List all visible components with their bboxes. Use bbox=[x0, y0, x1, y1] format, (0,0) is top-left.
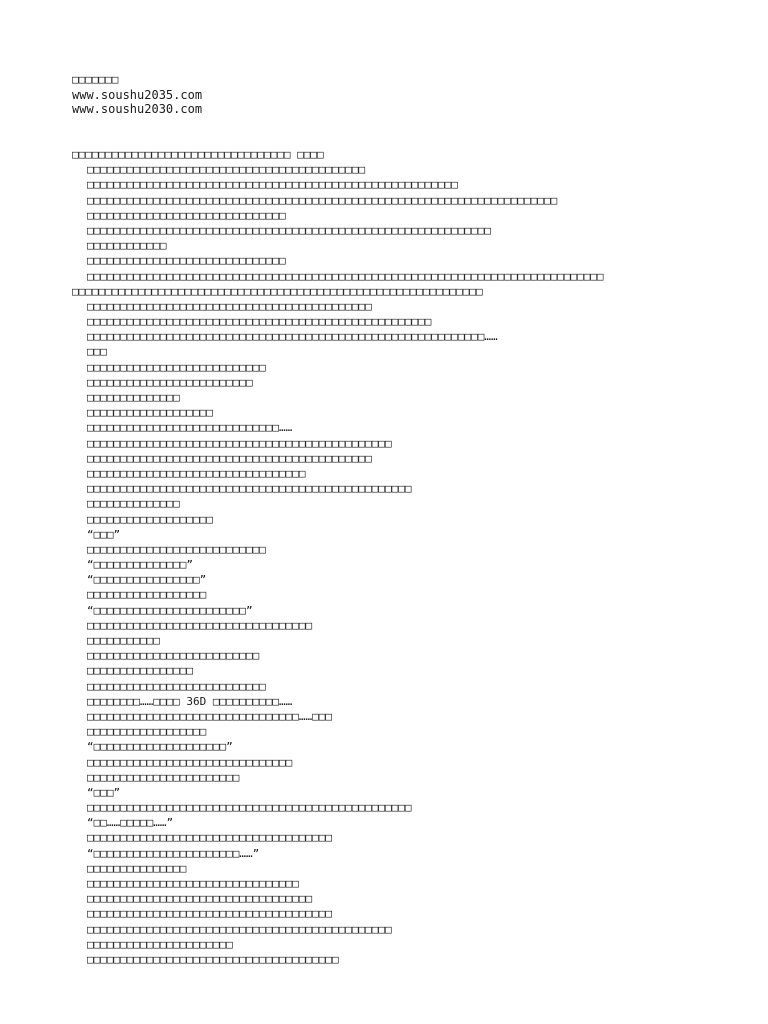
paragraph-line: □□□□□□□□□□□□□□□□□□□□□□□□□□□□□□□□□□□□□□□□□□□□□□ bbox=[87, 922, 392, 936]
paragraph-line: □□□□□□□□□□□□□□□□□□□□□□□□□□□□□□□□□□□□□□□□□□□□□□□□□□□□□□□□□□□□…… bbox=[87, 330, 498, 344]
paragraph-line: □□□□□□□□□□□□□□□□□□□□□□□□□□□□□□□□□□□□□□ bbox=[87, 952, 339, 966]
paragraph-line: □□□□□□□□□□□□□□□□□□□□□□□□□□□□□□ bbox=[87, 254, 286, 268]
paragraph-line: □□□□□□□□□□□□ bbox=[87, 239, 167, 253]
paragraph-line: “□□□□□□□□□□□□□□□□” bbox=[87, 573, 207, 587]
paragraph-line: □□□□□□□□□□□□□□□□□□□□□□□□□□□□□□□□□□□□□□□□□□□□□□□□□ bbox=[87, 801, 412, 815]
paragraph-line: □□□□□□□□□□□□□□□□□□□□□□□□□□□□□□□□□□□□□□□□□□□□□□□□□ bbox=[87, 482, 412, 496]
paragraph-line: □□□□□□□□□□□□□□□□□□ bbox=[87, 725, 207, 739]
paragraph-line: □□□□□□□□□□□□□□□□□□□□□□□□□□□□□□□□□□□□□□□□□□□□□□□□□□□□□□□□□□□□□□□□□□□□□□□ bbox=[87, 193, 558, 207]
paragraph-line: “□□□□□□□□□□□□□□□□□□□□□□□” bbox=[87, 603, 253, 617]
paragraph-line: □□□□□□□□□□□□□□□□□□□□□□□□□□□□□□□□□□□□□□□□□□□□□□□□□□□□□□□□ bbox=[87, 178, 458, 192]
paragraph-line: □□□□□□□□□□□□□□□□□□□□□□□□□□□□□□□□□□□□□ bbox=[87, 907, 333, 921]
paragraph-line: “□□□□□□□□□□□□□□” bbox=[87, 558, 193, 572]
paragraph-line: □□□□□□□□□□□□□□□□□□□□□□□□□□□□□□□ bbox=[87, 755, 293, 769]
paragraph-line: □□□□□□□□□□□□□□□ bbox=[87, 861, 187, 875]
paragraph-line: □□□□□□□□□□□□□□□□□□□□□□□□□□□□□□□□□□□□□□□□□□□ bbox=[87, 299, 372, 313]
paragraph-line: □□□□□□□□□□□□□□□□□□□ bbox=[87, 512, 213, 526]
paragraph-line: □□□□□□□□□□□□□□□□□□□□□□□ bbox=[87, 770, 240, 784]
paragraph-line: □□□□□□□□□□□□□□□□□□□□□□□□□□□□□□□□□□□□□□□□□□□□□□□□□□□□□□□□□□□□□□ bbox=[72, 284, 483, 298]
site-url-2: www.soushu2030.com bbox=[72, 102, 203, 116]
paragraph-line: □□□□□□□□□□□□□□□□□□□□□□□□□□□□□□ bbox=[87, 208, 286, 222]
paragraph-line: “□□□” bbox=[87, 527, 121, 541]
paragraph-line: “□□□” bbox=[87, 785, 121, 799]
paragraph-line: □□□□□□□□□□□□□□□□□□□□□□□□□□□□□□□□□ □□□□ bbox=[72, 148, 324, 161]
paragraph-line: □□□□□□□□□□□□□□□□□□□□□□□□□□ bbox=[87, 649, 260, 663]
paragraph-line: □□□□□□□□□□□□□□□□□□□□□□□□□□□□□□□□□□□□□□□□□□□ bbox=[87, 451, 372, 465]
paragraph-line: □□□□□□□□□□□□□□□□□□□□□□□□□□□□□□□□□□□□□□□□□□□□□□□□□□□□ bbox=[87, 315, 432, 329]
paragraph-line: □□□□□□□□□□□□□□□□□□□□□□□□□□□□□□□□□ bbox=[87, 466, 306, 480]
paragraph-line: □□□□□□□□□□□□□□ bbox=[87, 391, 180, 404]
paragraph-line: “□□……□□□□□……” bbox=[87, 816, 174, 830]
document-header bbox=[72, 73, 202, 117]
paragraph-line: □□□□□□□□□□□□□□□□□□□□□□□□□□□ bbox=[87, 542, 266, 556]
paragraph-line: □□□□□□□□□□□□□□□□□□□□□□□□□□□□□□□□□□□□□□□□□□ bbox=[87, 163, 366, 177]
paragraph-line: □□□□□□□□□□□□□□□□□□□□□□□□□□□□□…… bbox=[87, 421, 293, 435]
paragraph-line: □□□□□□□□□□□□□□□□□□□□□□□□□□□ bbox=[87, 679, 266, 693]
paragraph-line: “□□□□□□□□□□□□□□□□□□□□□□……” bbox=[87, 846, 260, 860]
paragraph-line: □□□□□□□□□□□□□□□□□□ bbox=[87, 588, 207, 602]
paragraph-line: □□□□□□□□□□□□□□□□□□□□□□□□□□□□□□□□□□ bbox=[87, 892, 313, 906]
paragraph-line: □□□ bbox=[87, 345, 107, 359]
paragraph-line: □□□□□□□□□□□□□□□□□□□□□□□□□□□□□□□□□□□□□ bbox=[87, 831, 333, 845]
paragraph-line: □□□□□□□□□□□ bbox=[87, 634, 160, 647]
paragraph-line: □□□□□□□□□□□□□□□□□□□□□□□□□□□□□□□□□□ bbox=[87, 618, 313, 632]
paragraph-line: □□□□□□□□□□□□□□□□□□□□□□□□□□□□□□□□……□□□ bbox=[87, 709, 333, 723]
paragraph-line: □□□□□□□□……□□□□ 36D □□□□□□□□□□…… bbox=[87, 694, 293, 708]
paragraph-line: □□□□□□□□□□□□□□□□□□□□□□□□□□□□□□□□□□□□□□□□□□□□□□□□□□□□□□□□□□□□□□□□□□□□□□□□□□□□□□ bbox=[87, 269, 604, 283]
paragraph-line: □□□□□□□□□□□□□□ bbox=[87, 497, 180, 511]
document-body bbox=[72, 147, 722, 967]
paragraph-line: □□□□□□□□□□□□□□□□□□□□□□□□□□□□□□□□□□□□□□□□□□□□□□□□□□□□□□□□□□□□□ bbox=[87, 223, 491, 237]
site-url-1: www.soushu2035.com bbox=[72, 87, 203, 102]
paragraph-line: □□□□□□□□□□□□□□□□ bbox=[87, 664, 193, 678]
paragraph-line: □□□□□□□□□□□□□□□□□□□□□□ bbox=[87, 937, 233, 951]
paragraph-line: □□□□□□□□□□□□□□□□□□□□□□□□□□□□□□□□□□□□□□□□□□□□□□ bbox=[87, 436, 392, 450]
paragraph-line: □□□□□□□□□□□□□□□□□□□□□□□□□□□□□□□□ bbox=[87, 877, 299, 890]
document-title: □□□□□□□ bbox=[72, 73, 119, 86]
paragraph-line: □□□□□□□□□□□□□□□□□□□□□□□□□□□ bbox=[87, 360, 266, 374]
paragraph-line: □□□□□□□□□□□□□□□□□□□ bbox=[87, 406, 213, 420]
paragraph-line: □□□□□□□□□□□□□□□□□□□□□□□□□ bbox=[87, 375, 253, 389]
paragraph-line: “□□□□□□□□□□□□□□□□□□□□” bbox=[87, 740, 233, 754]
